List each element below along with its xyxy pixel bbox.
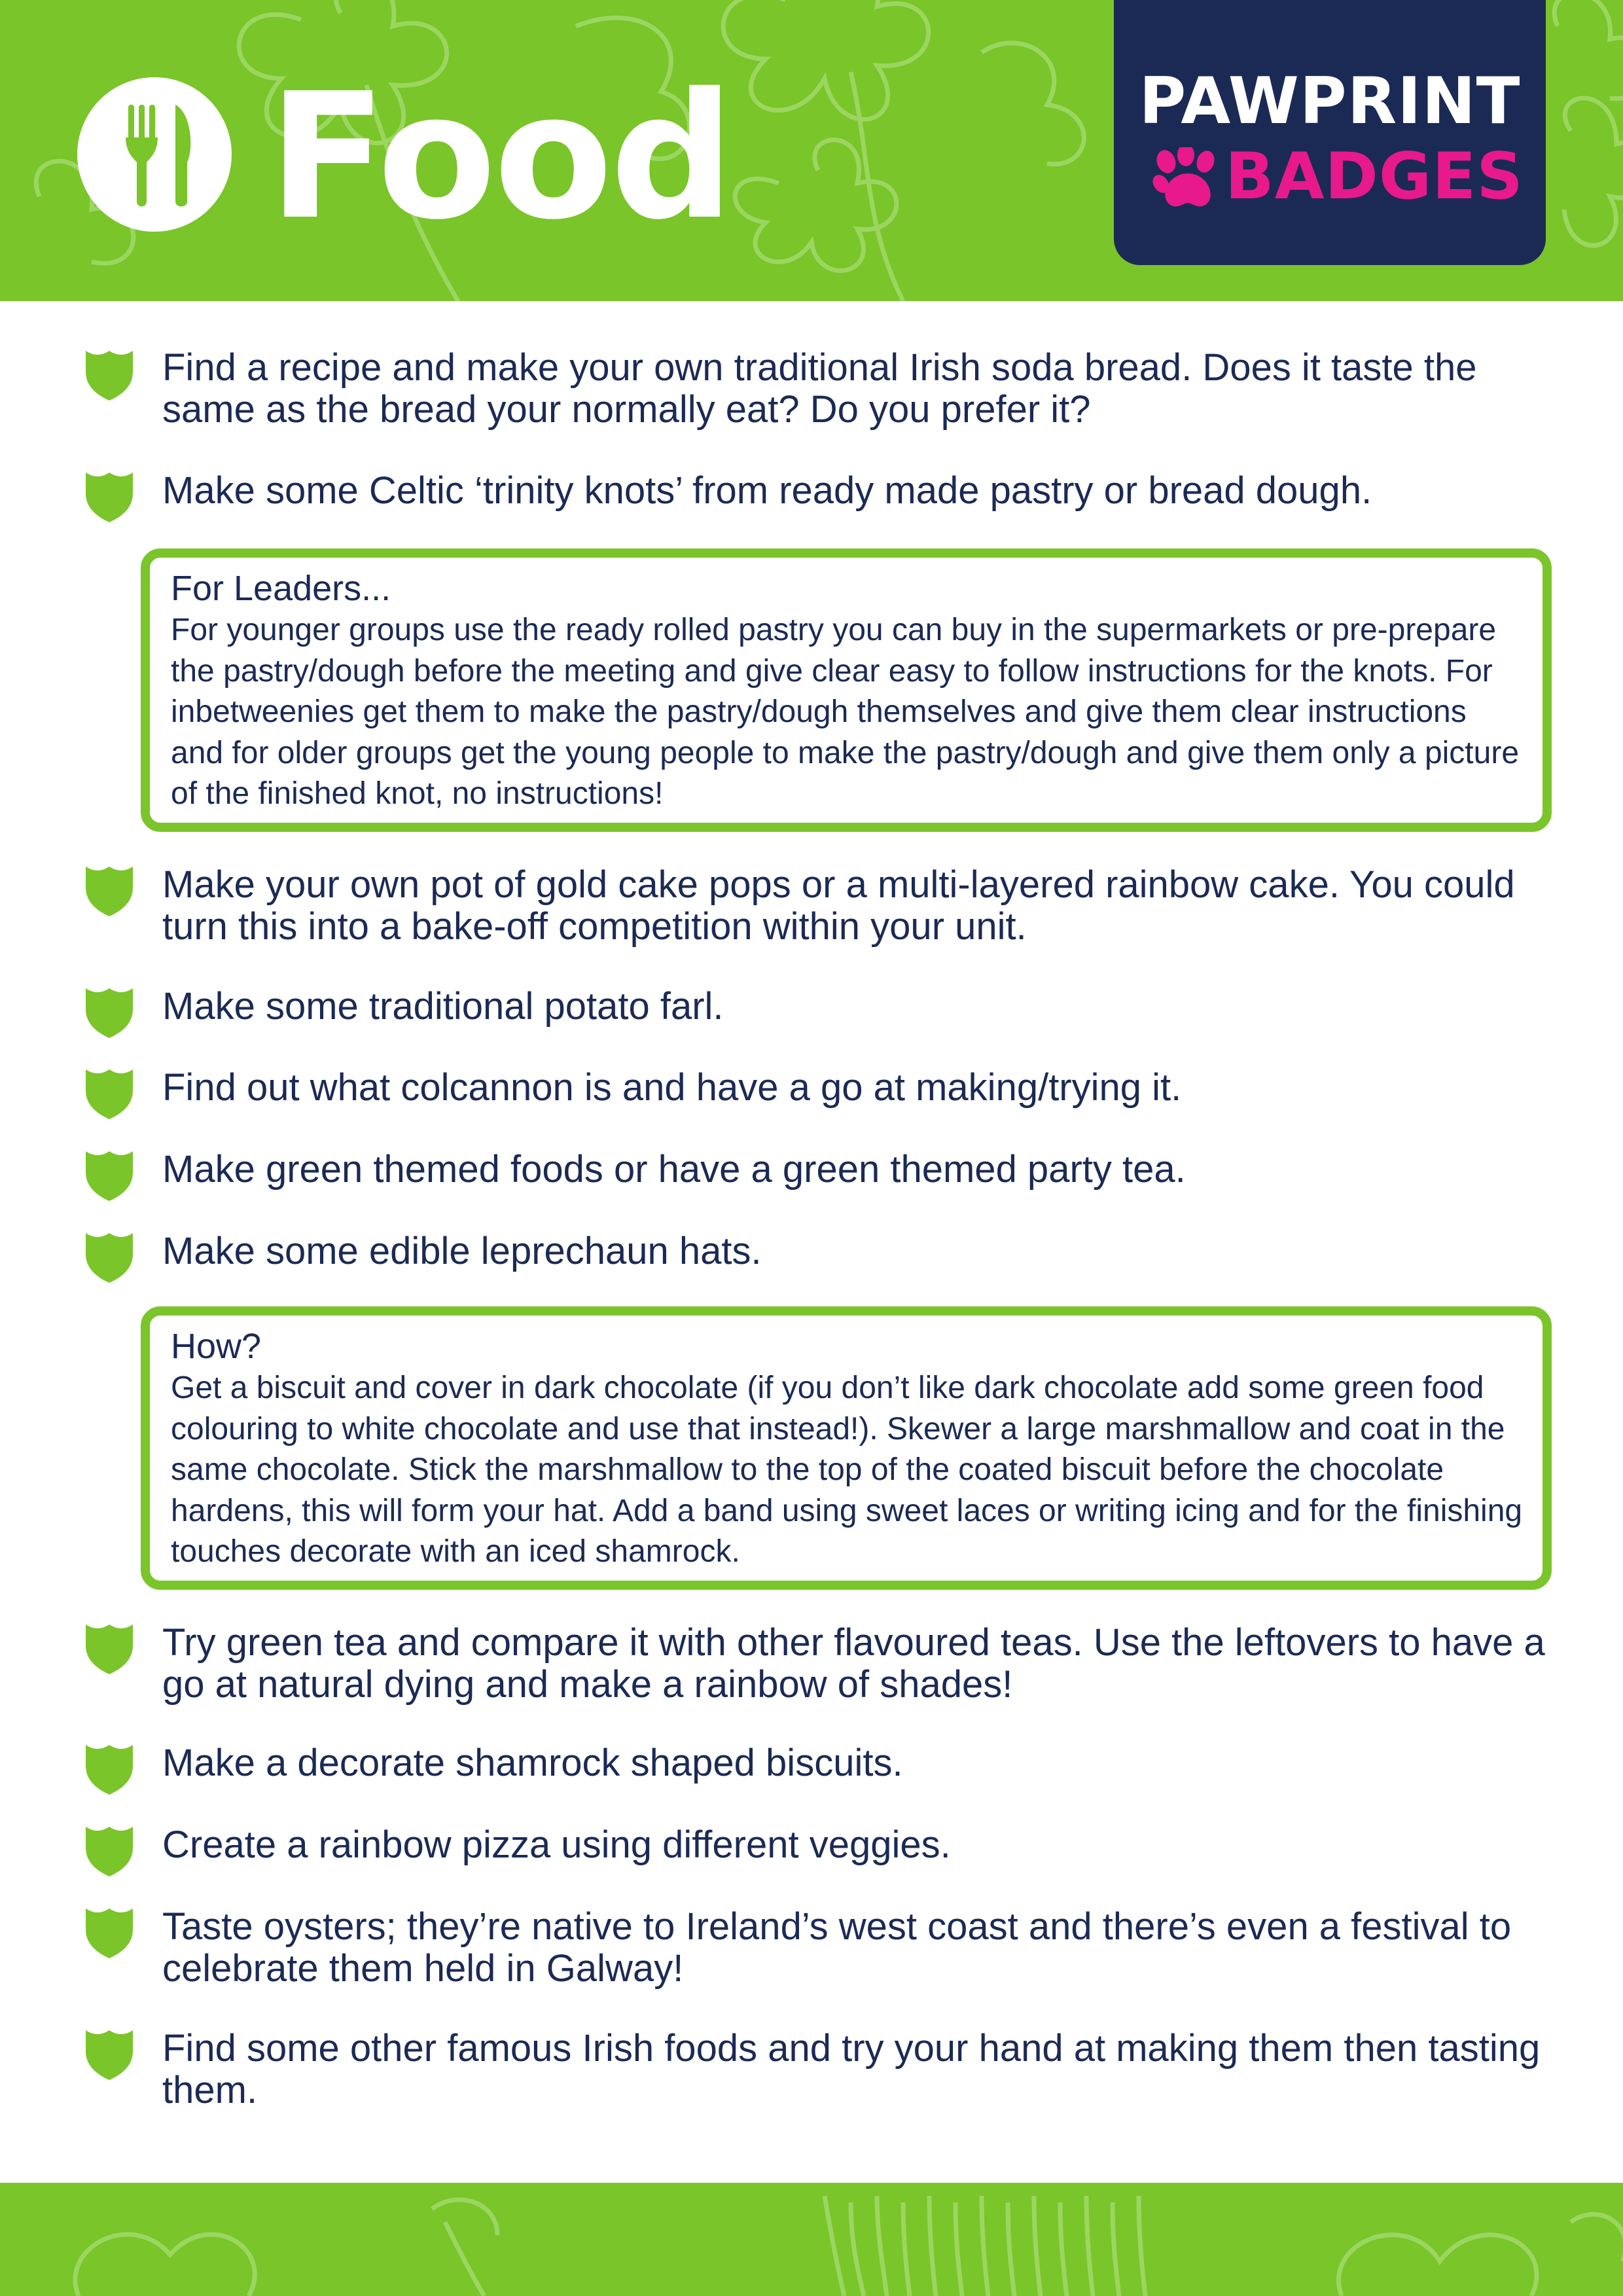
activity-text: Taste oysters; they’re native to Ireland’s west coast and there’s even a festival to celebrate them held in Galway! xyxy=(162,1905,1512,1990)
footer-banner xyxy=(0,2183,1623,2296)
shield-bullet-icon xyxy=(83,470,135,524)
box-title: How? xyxy=(171,1327,262,1366)
shield-bullet-icon xyxy=(83,986,135,1039)
activity-text: Make some traditional potato farl. xyxy=(162,985,724,1028)
box-body: For younger groups use the ready rolled pastry you can buy in the supermarkets or pre-prepare the pastry/dough before the meeting and give clear easy to follow instructions for the knots. For inbetweenies get them to make the pastry/dough themselves and give them clear instructions and for older groups get the young people to make the pastry/dough and give them only a picture of the finished knot, no instructions! xyxy=(171,613,1520,811)
activity-text: Make your own pot of gold cake pops or a multi-layered rainbow cake. You could turn this into a bake-off competition within your unit. xyxy=(162,863,1515,948)
shield-bullet-icon xyxy=(83,1149,135,1202)
shield-bullet-icon xyxy=(83,348,135,402)
activity-text: Make green themed foods or have a green themed party tea. xyxy=(162,1148,1186,1191)
activity-text: Create a rainbow pizza using different veggies. xyxy=(162,1823,951,1866)
shield-bullet-icon xyxy=(83,864,135,918)
logo-text-badges: BADGES xyxy=(1225,139,1524,214)
shield-bullet-icon xyxy=(83,1230,135,1284)
activity-text: Find out what colcannon is and have a go at making/trying it. xyxy=(162,1066,1182,1109)
box-body: Get a biscuit and cover in dark chocolate (if you don’t like dark chocolate add some green food colouring to white chocolate and use that instead!). Skewer a large marshmallow and coat in the same chocolate. Stick the marshmallow to the top of the coated biscuit before the chocolate hardens, this will form your hat. Add a band using sweet laces or writing icing and for the finishing touches decorate with an iced shamrock. xyxy=(171,1371,1523,1569)
pawprint-badges-logo xyxy=(1114,0,1546,265)
box-title: For Leaders... xyxy=(171,569,391,608)
shield-bullet-icon xyxy=(83,1906,135,1960)
logo-text-pawprint: PAWPRINT xyxy=(1139,64,1521,139)
shield-bullet-icon xyxy=(83,2028,135,2081)
activity-text: Find some other famous Irish foods and try your hand at making them then tasting them. xyxy=(162,2027,1541,2111)
shield-bullet-icon xyxy=(83,1622,135,1676)
shield-bullet-icon xyxy=(83,1824,135,1878)
shield-bullet-icon xyxy=(83,1742,135,1796)
activity-text: Find a recipe and make your own traditional Irish soda bread. Does it taste the same as the bread your normally eat? Do you prefer it? xyxy=(162,346,1477,431)
paw-icon xyxy=(1152,147,1224,209)
activity-text: Try green tea and compare it with other flavoured teas. Use the leftovers to have a go at natural dying and make a rainbow of shades! xyxy=(162,1621,1545,1706)
activity-text: Make some edible leprechaun hats. xyxy=(162,1230,762,1272)
page-title: Food xyxy=(268,56,732,258)
activity-text: Make a decorate shamrock shaped biscuits. xyxy=(162,1742,903,1784)
activity-text: Make some Celtic ‘trinity knots’ from ready made pastry or bread dough. xyxy=(162,469,1372,512)
shamrock-pattern-decoration xyxy=(0,2183,1623,2296)
leaders-note-box xyxy=(141,548,1552,832)
how-to-box xyxy=(141,1306,1552,1590)
shield-bullet-icon xyxy=(83,1067,135,1121)
fork-knife-icon xyxy=(77,77,232,232)
header-banner xyxy=(0,0,1623,301)
